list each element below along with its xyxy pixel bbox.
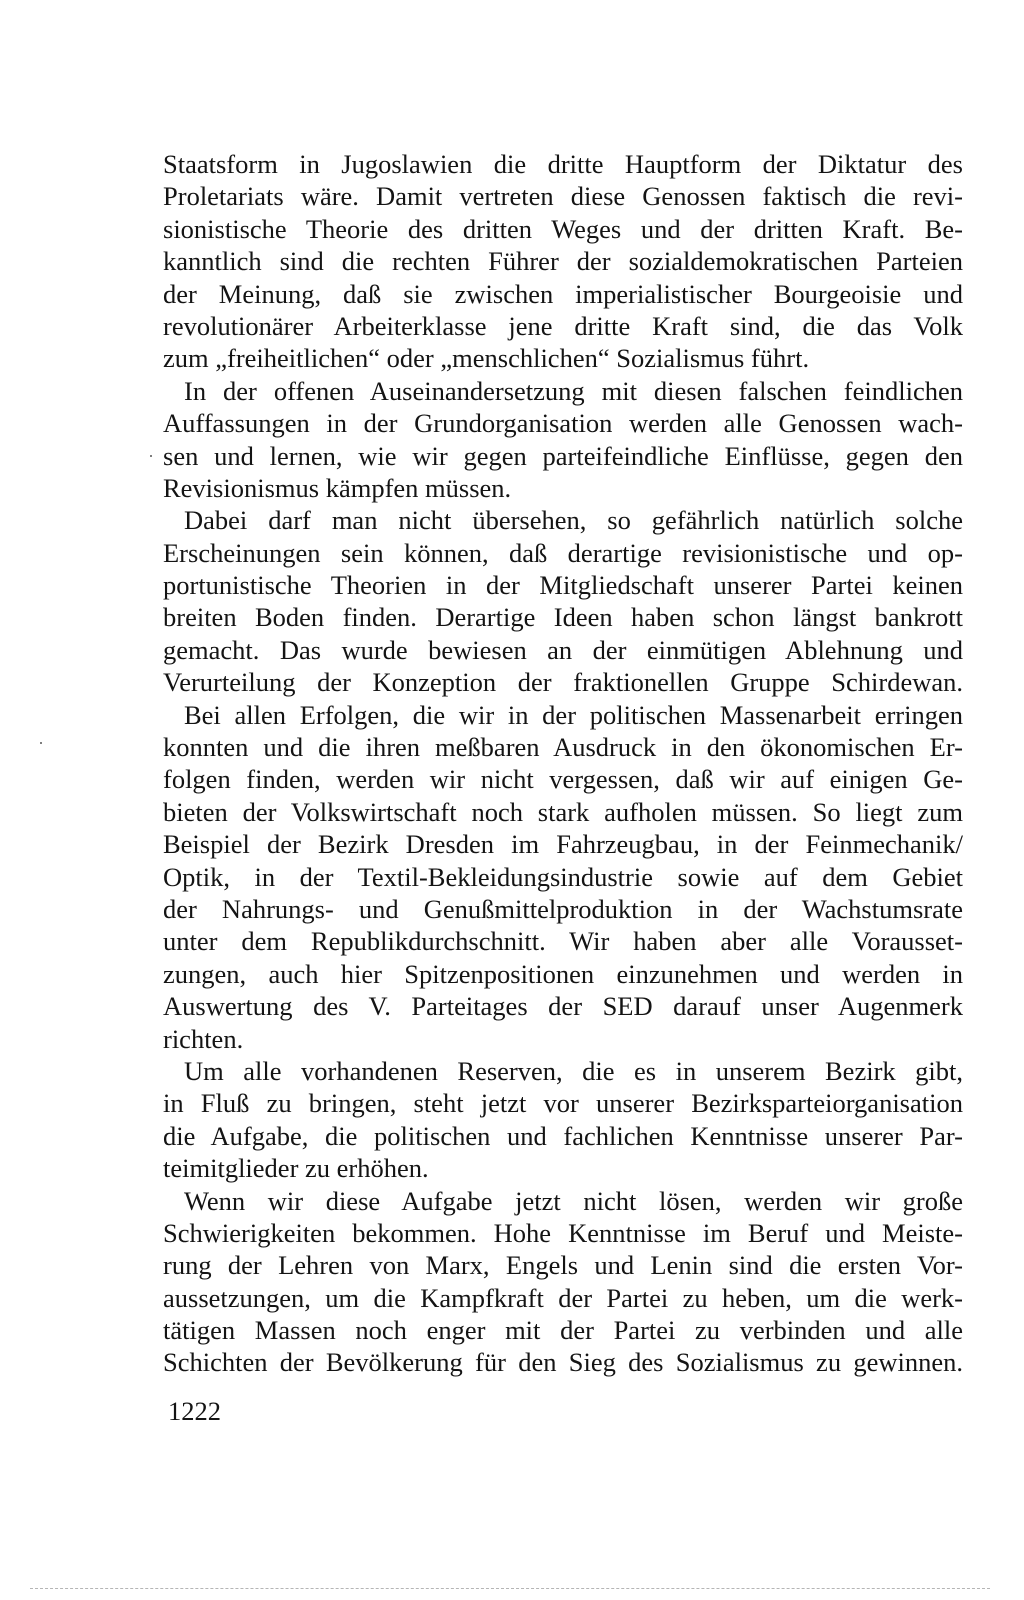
text-line: breiten Boden finden. Derartige Ideen haben schon längst bankrott <box>163 602 963 633</box>
text-line: Bei allen Erfolgen, die wir in der politischen Massenarbeit erringen <box>184 699 963 730</box>
paragraph-1 <box>163 148 963 375</box>
text-line: konnten und die ihren meßbaren Ausdruck in den ökonomischen Er- <box>163 732 963 763</box>
text-line: teimitglieder zu erhöhen. <box>163 1153 429 1184</box>
paragraph-2 <box>163 375 963 505</box>
text-line: der Meinung, daß sie zwischen imperialistischer Bourgeoisie und <box>163 278 963 309</box>
paragraph-4 <box>163 699 963 1055</box>
text-line: Auswertung des V. Parteitages der SED darauf unser Augenmerk <box>163 991 963 1022</box>
paragraph-3 <box>163 504 963 698</box>
text-line: Verurteilung der Konzeption der fraktionellen Gruppe Schirdewan. <box>163 667 963 698</box>
text-line: bieten der Volkswirtschaft noch stark aufholen müssen. So liegt zum <box>163 796 963 827</box>
text-line: Wenn wir diese Aufgabe jetzt nicht lösen, werden wir große <box>184 1185 963 1216</box>
text-line: aussetzungen, um die Kampfkraft der Partei zu heben, um die werk- <box>163 1282 963 1313</box>
scan-speck <box>40 742 42 744</box>
text-line: Erscheinungen sein können, daß derartige revisionistische und op- <box>163 537 963 568</box>
page-number: 1222 <box>168 1396 221 1426</box>
text-line: zungen, auch hier Spitzenpositionen einzunehmen und werden in <box>163 958 963 989</box>
text-line: der Nahrungs- und Genußmittelproduktion in der Wachstumsrate <box>163 893 963 924</box>
text-line: zum „freiheitlichen“ oder „menschlichen“ Sozialismus führt. <box>163 343 810 374</box>
text-line: Proletariats wäre. Damit vertreten diese Genossen faktisch die revi- <box>163 181 963 212</box>
text-line: in Fluß zu bringen, steht jetzt vor unserer Bezirksparteiorganisation <box>163 1088 963 1119</box>
text-line: kanntlich sind die rechten Führer der sozialdemokratischen Parteien <box>163 246 963 277</box>
text-line: Optik, in der Textil-Bekleidungsindustrie sowie auf dem Gebiet <box>163 861 963 892</box>
text-line: Staatsform in Jugoslawien die dritte Hauptform der Diktatur des <box>163 149 963 179</box>
paragraph-6 <box>163 1185 963 1379</box>
text-line: tätigen Massen noch enger mit der Partei zu verbinden und alle <box>163 1315 963 1346</box>
text-line: Auffassungen in der Grundorganisation werden alle Genossen wach- <box>163 408 963 439</box>
text-line: folgen finden, werden wir nicht vergessen, daß wir auf einigen Ge- <box>163 764 963 795</box>
text-line: In der offenen Auseinandersetzung mit diesen falschen feindlichen <box>184 375 963 406</box>
text-line: sen und lernen, wie wir gegen parteifeindliche Einflüsse, gegen den <box>163 440 963 471</box>
text-line: portunistische Theorien in der Mitgliedschaft unserer Partei keinen <box>163 570 963 601</box>
text-line: Revisionismus kämpfen müssen. <box>163 472 512 503</box>
text-line: gemacht. Das wurde bewiesen an der einmütigen Ablehnung und <box>163 634 963 665</box>
text-line: unter dem Republikdurchschnitt. Wir haben aber alle Vorausset- <box>163 926 963 957</box>
text-line: sionistische Theorie des dritten Weges und der dritten Kraft. Be- <box>163 213 963 244</box>
text-line: revolutionärer Arbeiterklasse jene dritte Kraft sind, die das Volk <box>163 310 963 341</box>
body-text <box>163 148 963 1379</box>
scan-speck <box>150 455 152 457</box>
text-line: richten. <box>163 1023 244 1054</box>
text-line: Beispiel der Bezirk Dresden im Fahrzeugbau, in der Feinmechanik/ <box>163 829 963 860</box>
text-line: die Aufgabe, die politischen und fachlichen Kenntnisse unserer Par- <box>163 1120 963 1151</box>
text-line: Dabei darf man nicht übersehen, so gefährlich natürlich solche <box>184 505 963 536</box>
text-line: rung der Lehren von Marx, Engels und Lenin sind die ersten Vor- <box>163 1250 963 1281</box>
scan-edge-noise <box>30 1588 990 1589</box>
text-line: Schichten der Bevölkerung für den Sieg des Sozialismus zu gewinnen. <box>163 1347 963 1378</box>
paragraph-5 <box>163 1055 963 1185</box>
text-line: Um alle vorhandenen Reserven, die es in unserem Bezirk gibt, <box>184 1055 963 1086</box>
text-line: Schwierigkeiten bekommen. Hohe Kenntnisse im Beruf und Meiste- <box>163 1217 963 1248</box>
